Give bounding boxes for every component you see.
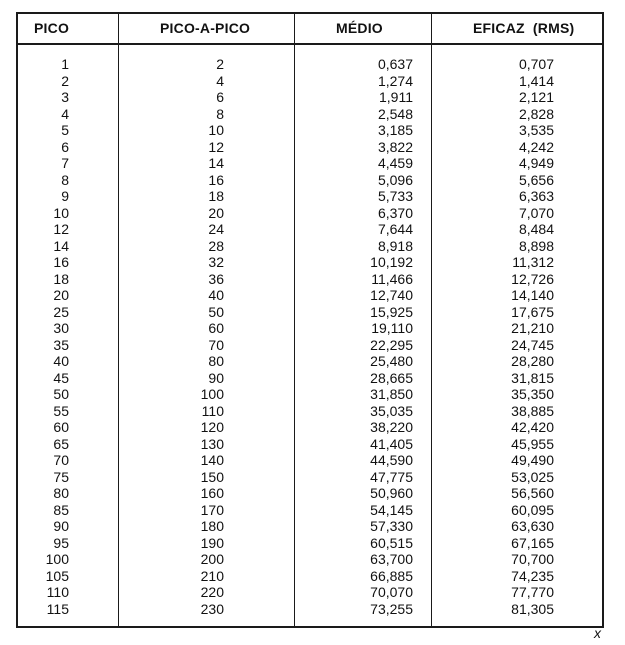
header-eficaz-rms: EFICAZ (RMS): [473, 20, 575, 36]
pico-a-pico-value: 150: [200, 468, 224, 485]
eficaz-value: 60,095: [511, 501, 554, 518]
pico-a-pico-value: 200: [200, 551, 224, 567]
medio-value: 25,480: [370, 353, 413, 369]
pico-value: 16: [53, 254, 69, 270]
pico-a-pico-value: 20: [208, 204, 224, 221]
pico-value: 110: [46, 584, 69, 600]
medio-value: 2,548: [377, 105, 413, 122]
table-row: [18, 436, 602, 453]
eficaz-value: 8,898: [518, 237, 554, 254]
pico-value: 50: [53, 386, 69, 402]
medio-value: 11,466: [371, 270, 413, 287]
pico-a-pico-value: 130: [200, 435, 224, 452]
table-row: [18, 172, 602, 189]
eficaz-value: 4,242: [518, 138, 554, 155]
medio-value: 73,255: [370, 600, 413, 617]
pico-value: 6: [61, 138, 69, 155]
eficaz-value: 67,165: [511, 534, 554, 551]
table-row: [18, 353, 602, 370]
pico-value: 45: [53, 369, 69, 386]
pico-value: 100: [45, 551, 69, 567]
medio-value: 50,960: [370, 485, 413, 501]
eficaz-value: 2,121: [518, 89, 554, 105]
pico-a-pico-value: 170: [200, 501, 224, 518]
pico-value: 55: [53, 402, 69, 419]
table-row: [18, 386, 602, 403]
pico-value: 10: [53, 204, 69, 221]
eficaz-value: 21,210: [511, 320, 554, 336]
eficaz-value: 74,235: [511, 567, 554, 584]
pico-value: 8: [61, 171, 69, 188]
table-row: [18, 271, 602, 288]
eficaz-value: 81,305: [511, 600, 554, 617]
medio-value: 3,822: [377, 138, 413, 155]
table-row: [18, 139, 602, 156]
table-row: [18, 403, 602, 420]
medio-value: 8,918: [377, 237, 413, 254]
eficaz-value: 0,707: [518, 56, 554, 72]
eficaz-value: 24,745: [511, 336, 554, 353]
table-row: [18, 320, 602, 337]
medio-value: 10,192: [370, 254, 413, 270]
pico-a-pico-value: 14: [208, 155, 224, 171]
medio-value: 6,370: [377, 204, 413, 221]
pico-a-pico-value: 8: [216, 105, 224, 122]
pico-a-pico-value: 10: [208, 122, 224, 138]
eficaz-value: 28,280: [511, 353, 554, 369]
medio-value: 19,110: [371, 320, 413, 336]
header-divider: [18, 43, 602, 45]
eficaz-value: 2,828: [518, 105, 554, 122]
eficaz-value: 7,070: [518, 204, 554, 221]
pico-a-pico-value: 24: [208, 221, 224, 237]
pico-a-pico-value: 100: [200, 386, 224, 402]
eficaz-value: 5,656: [518, 171, 554, 188]
pico-a-pico-value: 6: [216, 89, 224, 105]
table-row: [18, 188, 602, 205]
table-row: [18, 56, 602, 73]
eficaz-value: 14,140: [511, 287, 554, 303]
table-row: [18, 469, 602, 486]
pico-a-pico-value: 32: [208, 254, 224, 270]
eficaz-value: 77,770: [511, 584, 554, 600]
pico-value: 5: [61, 122, 69, 138]
pico-value: 14: [53, 237, 69, 254]
pico-value: 12: [53, 221, 69, 237]
table-row: [18, 73, 602, 90]
eficaz-value: 45,955: [511, 435, 554, 452]
medio-value: 5,096: [377, 171, 413, 188]
table-row: [18, 155, 602, 172]
pico-a-pico-value: 180: [200, 518, 224, 534]
medio-value: 31,850: [370, 386, 413, 402]
pico-value: 35: [53, 336, 69, 353]
pico-a-pico-value: 28: [208, 237, 224, 254]
medio-value: 3,185: [377, 122, 413, 138]
medio-value: 60,515: [370, 534, 413, 551]
pico-value: 3: [61, 89, 69, 105]
medio-value: 44,590: [370, 452, 413, 468]
pico-a-pico-value: 110: [201, 402, 224, 419]
conversion-table: [16, 12, 604, 628]
table-row: [18, 221, 602, 238]
table-row: [18, 568, 602, 585]
medio-value: 41,405: [370, 435, 413, 452]
pico-a-pico-value: 12: [208, 138, 224, 155]
eficaz-value: 6,363: [518, 188, 554, 204]
eficaz-value: 56,560: [511, 485, 554, 501]
table-row: [18, 485, 602, 502]
table-row: [18, 337, 602, 354]
pico-value: 7: [61, 155, 69, 171]
pico-value: 85: [53, 501, 69, 518]
table-row: [18, 419, 602, 436]
medio-value: 1,911: [379, 89, 413, 105]
pico-a-pico-value: 90: [208, 369, 224, 386]
pico-a-pico-value: 230: [200, 600, 224, 617]
pico-value: 90: [53, 518, 69, 534]
table-row: [18, 370, 602, 387]
table-row: [18, 535, 602, 552]
header-pico: PICO: [34, 20, 70, 36]
table-row: [18, 304, 602, 321]
header-pico-a-pico: PICO-A-PICO: [160, 20, 251, 36]
pico-a-pico-value: 50: [208, 303, 224, 320]
medio-value: 54,145: [370, 501, 413, 518]
medio-value: 22,295: [370, 336, 413, 353]
pico-a-pico-value: 190: [200, 534, 224, 551]
eficaz-value: 70,700: [511, 551, 554, 567]
medio-value: 1,274: [377, 72, 413, 89]
pico-a-pico-value: 220: [200, 584, 224, 600]
pico-a-pico-value: 2: [216, 56, 224, 72]
pico-value: 80: [53, 485, 69, 501]
pico-value: 40: [53, 353, 69, 369]
pico-value: 9: [61, 188, 69, 204]
medio-value: 12,740: [370, 287, 413, 303]
pico-value: 115: [46, 600, 69, 617]
table-row: [18, 254, 602, 271]
pico-a-pico-value: 210: [200, 567, 224, 584]
pico-a-pico-value: 4: [216, 72, 224, 89]
pico-a-pico-value: 16: [208, 171, 224, 188]
pico-value: 4: [61, 105, 69, 122]
eficaz-value: 11,312: [512, 254, 554, 270]
eficaz-value: 31,815: [511, 369, 554, 386]
pico-value: 2: [61, 72, 69, 89]
pico-a-pico-value: 60: [208, 320, 224, 336]
pico-value: 95: [53, 534, 69, 551]
medio-value: 70,070: [370, 584, 413, 600]
medio-value: 5,733: [377, 188, 413, 204]
eficaz-value: 49,490: [511, 452, 554, 468]
table-row: [18, 502, 602, 519]
medio-value: 66,885: [370, 567, 413, 584]
table-row: [18, 122, 602, 139]
medio-value: 47,775: [370, 468, 413, 485]
pico-value: 25: [53, 303, 69, 320]
pico-value: 75: [53, 468, 69, 485]
table-row: [18, 452, 602, 469]
medio-value: 0,637: [377, 56, 413, 72]
medio-value: 35,035: [370, 402, 413, 419]
table-row: [18, 106, 602, 123]
table-row: [18, 584, 602, 601]
pico-a-pico-value: 18: [208, 188, 224, 204]
pico-value: 1: [61, 56, 69, 72]
table-row: [18, 518, 602, 535]
pico-value: 20: [53, 287, 69, 303]
pico-a-pico-value: 140: [200, 452, 224, 468]
table-body: [18, 56, 602, 617]
medio-value: 28,665: [370, 369, 413, 386]
medio-value: 7,644: [377, 221, 413, 237]
eficaz-value: 53,025: [511, 468, 554, 485]
pico-a-pico-value: 36: [208, 270, 224, 287]
pico-a-pico-value: 80: [208, 353, 224, 369]
table-row: [18, 551, 602, 568]
header-medio: MÉDIO: [336, 20, 383, 36]
pico-value: 65: [53, 435, 69, 452]
medio-value: 63,700: [370, 551, 413, 567]
table-row: [18, 89, 602, 106]
medio-value: 57,330: [370, 518, 413, 534]
medio-value: 4,459: [377, 155, 413, 171]
pico-value: 30: [53, 320, 69, 336]
medio-value: 38,220: [370, 419, 413, 435]
eficaz-value: 1,414: [518, 72, 554, 89]
eficaz-value: 42,420: [511, 419, 554, 435]
table-row: [18, 205, 602, 222]
eficaz-value: 63,630: [511, 518, 554, 534]
eficaz-value: 35,350: [511, 386, 554, 402]
eficaz-value: 38,885: [511, 402, 554, 419]
eficaz-value: 17,675: [511, 303, 554, 320]
eficaz-value: 3,535: [518, 122, 554, 138]
eficaz-value: 12,726: [511, 270, 554, 287]
pico-value: 70: [53, 452, 69, 468]
eficaz-value: 8,484: [518, 221, 554, 237]
medio-value: 15,925: [370, 303, 413, 320]
eficaz-value: 4,949: [518, 155, 554, 171]
table-row: [18, 238, 602, 255]
pico-a-pico-value: 160: [200, 485, 224, 501]
table-row: [18, 287, 602, 304]
pico-a-pico-value: 70: [208, 336, 224, 353]
pico-a-pico-value: 40: [208, 287, 224, 303]
pico-value: 60: [53, 419, 69, 435]
pico-a-pico-value: 120: [200, 419, 224, 435]
pico-value: 105: [45, 567, 69, 584]
table-row: [18, 601, 602, 618]
corner-mark: x: [594, 625, 601, 641]
pico-value: 18: [53, 270, 69, 287]
